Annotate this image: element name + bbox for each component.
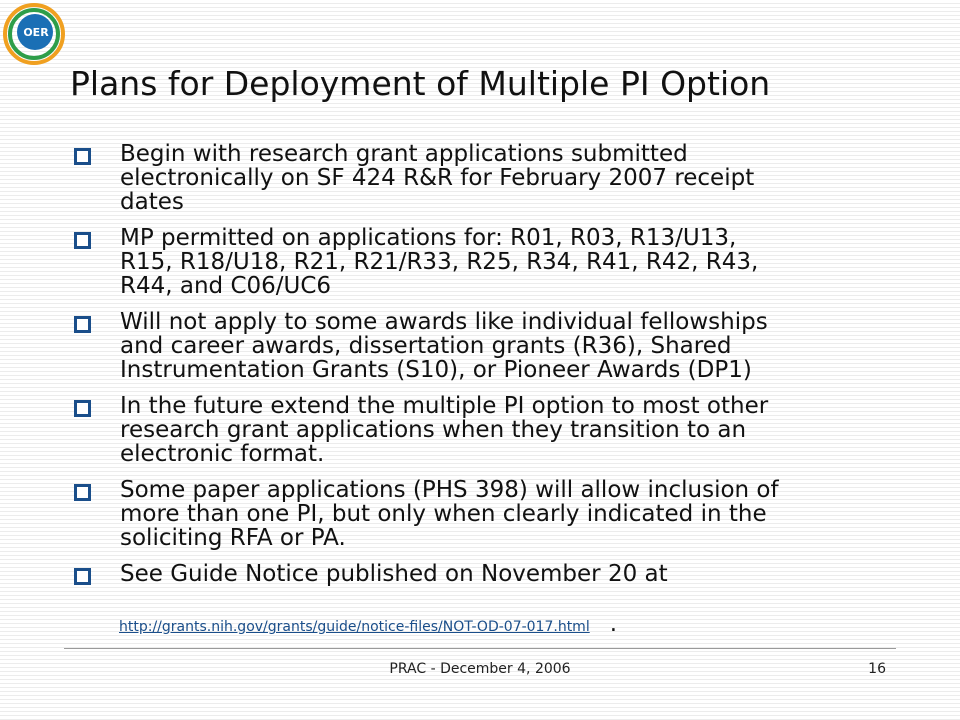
notice-link-line — [119, 611, 617, 637]
bullet-line: electronic format. — [120, 441, 325, 467]
square-bullet-icon — [74, 316, 91, 333]
footer-divider — [64, 648, 896, 649]
bullet-line: Instrumentation Grants (S10), or Pioneer Awards (DP1) — [120, 357, 752, 383]
bullet-item — [72, 394, 902, 466]
square-bullet-icon — [74, 400, 91, 417]
square-bullet-icon — [74, 232, 91, 249]
bullet-line: Some paper applications (PHS 398) will allow inclusion of — [120, 477, 779, 503]
page-number: 16 — [868, 661, 886, 677]
bullet-item — [72, 562, 902, 586]
bullet-line: Will not apply to some awards like individual fellowships — [120, 309, 768, 335]
bullet-item — [72, 142, 902, 214]
bullet-item — [72, 310, 902, 382]
bullet-list — [72, 142, 902, 598]
bullet-line: R15, R18/U18, R21, R21/R33, R25, R34, R41, R42, R43, — [120, 249, 759, 275]
footer-date: PRAC - December 4, 2006 — [389, 661, 571, 677]
bullet-item — [72, 478, 902, 550]
bullet-line: more than one PI, but only when clearly indicated in the — [120, 501, 767, 527]
guide-notice-link[interactable]: http://grants.nih.gov/grants/guide/notice-files/NOT-OD-07-017.html — [119, 619, 590, 635]
slide-title: Plans for Deployment of Multiple PI Option — [70, 64, 771, 103]
bullet-line: In the future extend the multiple PI option to most other — [120, 393, 769, 419]
bullet-line: R44, and C06/UC6 — [120, 273, 332, 299]
bullet-line: See Guide Notice published on November 20 at — [120, 561, 668, 587]
logo-text: OER — [23, 26, 49, 39]
bullet-line: Begin with research grant applications submitted — [120, 141, 688, 167]
bullet-line: and career awards, dissertation grants (R36), Shared — [120, 333, 732, 359]
bullet-line: research grant applications when they transition to an — [120, 417, 747, 443]
bullet-line: dates — [120, 189, 184, 215]
bullet-item — [72, 226, 902, 298]
bullet-line: MP permitted on applications for: R01, R03, R13/U13, — [120, 225, 737, 251]
square-bullet-icon — [74, 148, 91, 165]
square-bullet-icon — [74, 568, 91, 585]
oer-logo — [2, 2, 66, 66]
bullet-line: soliciting RFA or PA. — [120, 525, 346, 551]
square-bullet-icon — [74, 484, 91, 501]
link-period: . — [609, 611, 618, 637]
bullet-line: electronically on SF 424 R&R for February 2007 receipt — [120, 165, 755, 191]
